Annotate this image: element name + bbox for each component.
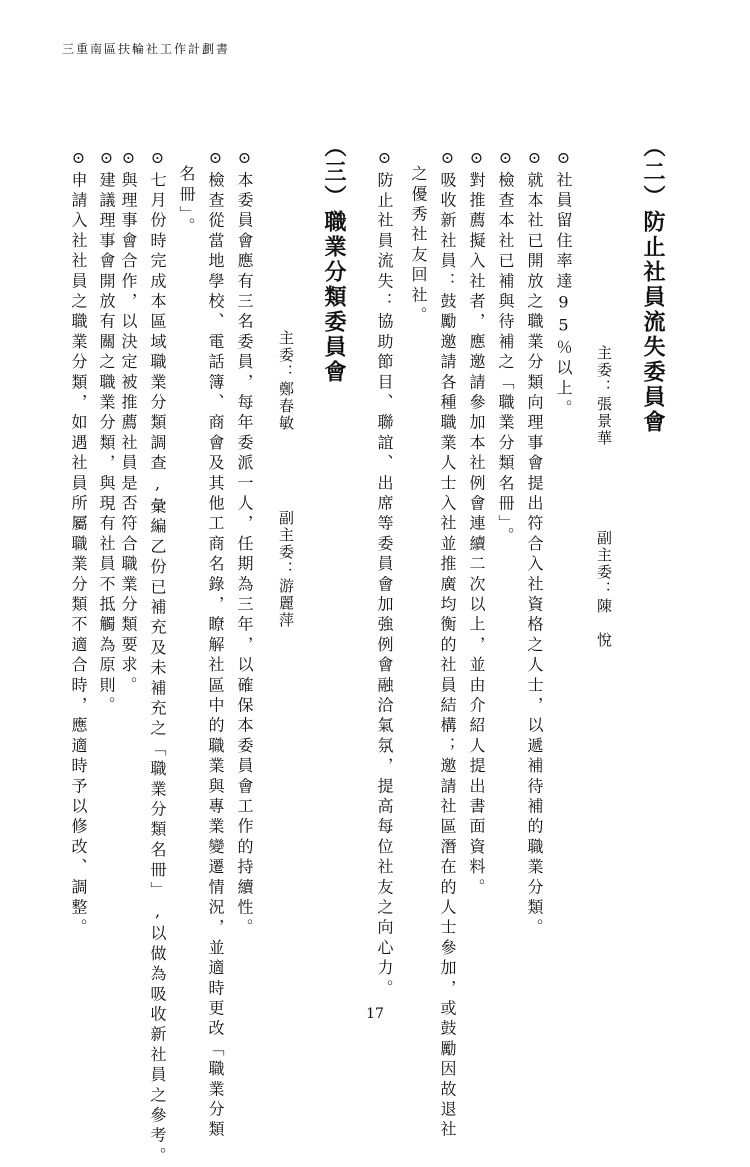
page-header: 三重南區扶輪社工作計劃書	[62, 42, 231, 56]
section-heading-3: （三）職業分類委員會	[321, 135, 347, 385]
section3-item-3: ⊙七月份時完成本區域職業分類調查,彙編乙份已補充及未補充之「職業分類名冊」,以做為吸收新社員之參考。	[148, 148, 167, 1167]
section2-item-5: ⊙吸收新社員：鼓勵邀請各種職業人士入社並推廣均衡的社員結構；邀請社區潛在的人士參加，或鼓勵因故退社	[438, 148, 457, 1141]
section2-item-3: ⊙檢查本社已補與待補之「職業分類名冊」。	[496, 148, 515, 547]
section2-item-4: ⊙對推薦擬入社者，應邀請參加本社例會連續二次以上，並由介紹人提出書面資料。	[467, 148, 486, 899]
section2-item-6: ⊙防止社員流失：協助節目、聯誼、出席等委員會加強例會融洽氣氛，提高每位社友之向心力。	[375, 148, 394, 1000]
section3-item-6: ⊙申請入社社員之職業分類，如遇社員所屬職業分類不適合時，應適時予以修改、調整。	[69, 148, 88, 939]
chair-3: 主委：鄭春敏	[277, 330, 295, 432]
page-number: 17	[366, 1006, 384, 1022]
vice-chair-3: 副主委：游麗萍	[277, 510, 295, 629]
section3-item-4: ⊙與理事會合作，以決定被推薦社員是否符合職業分類要求。	[119, 148, 138, 697]
section3-item-2-cont: 名冊」。	[177, 165, 196, 238]
section2-item-2: ⊙就本社已開放之職業分類向理事會提出符合入社資格之人士，以遞補待補的職業分類。	[525, 148, 544, 939]
section2-item-5-cont: 之優秀社友回社。	[409, 165, 428, 327]
section2-item-1: ⊙社員留住率達95％以上。	[554, 148, 573, 420]
section3-item-5: ⊙建議理事會開放有關之職業分類，與現有社員不抵觸為原則。	[97, 148, 116, 717]
section-heading-2: （二）防止社員流失委員會	[640, 135, 666, 435]
vice-chair-2: 副主委：陳 悅	[595, 530, 613, 649]
section3-item-1: ⊙本委員會應有三名委員，每年委派一人，任期為三年，以確保本委員會工作的持續性。	[235, 148, 254, 939]
section3-item-2: ⊙檢查從當地學校、電話簿、商會及其他工商名錄，瞭解社區中的職業與專業變遷情況，並適時更改「職業分類	[206, 148, 225, 1141]
chair-2: 主委：張景華	[595, 345, 613, 447]
